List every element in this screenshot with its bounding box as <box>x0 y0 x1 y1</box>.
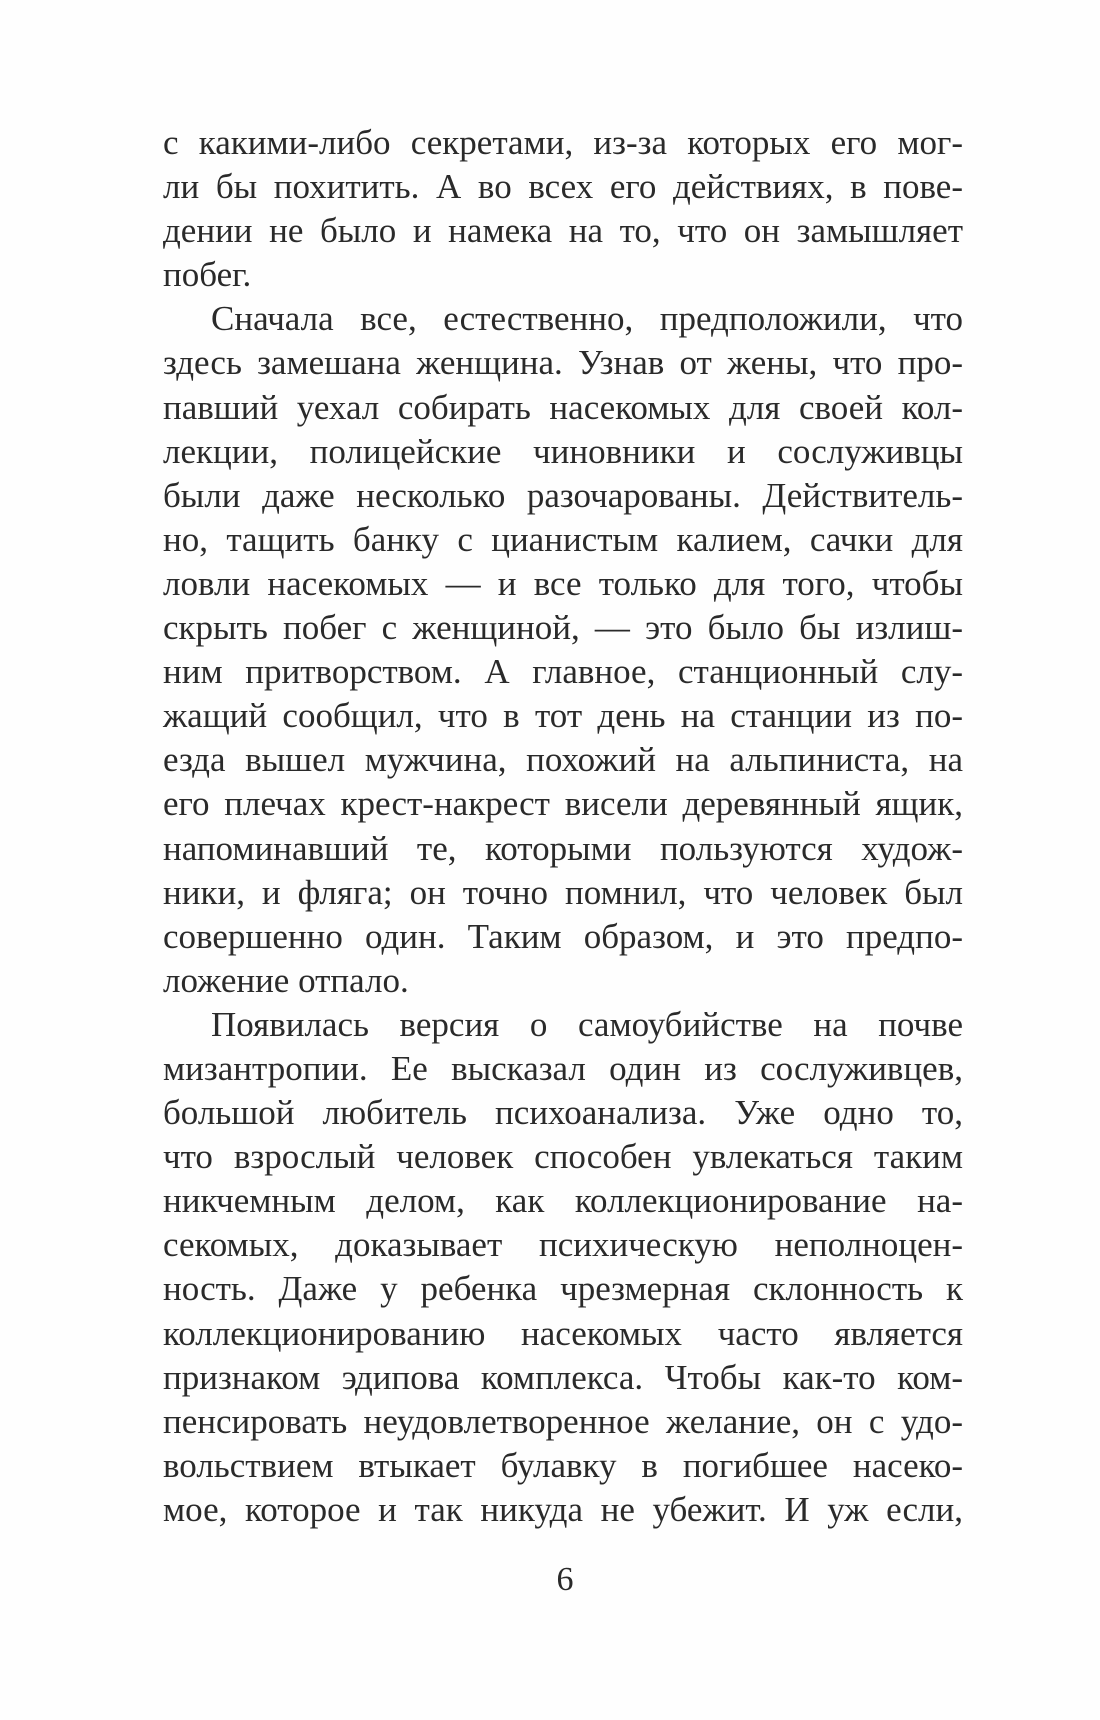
text-line: ловли насекомых — и все только для того, чтобы <box>163 563 963 603</box>
text-line: побег. <box>163 255 252 295</box>
text-line: секомых, доказывает психическую неполноцен- <box>163 1225 963 1265</box>
text-line: его плечах крест-накрест висели деревянный ящик, <box>163 784 963 824</box>
page-body-text <box>163 121 963 1532</box>
text-line: никчемным делом, как коллекционирование на- <box>163 1181 963 1221</box>
text-line: здесь замешана женщина. Узнав от жены, что про- <box>163 343 963 383</box>
text-line: лекции, полицейские чиновники и сослуживцы <box>163 431 963 471</box>
text-line: совершенно один. Таким образом, и это предпо- <box>163 916 963 956</box>
text-line: Появилась версия о самоубийстве на почве <box>211 1004 963 1044</box>
text-line: напоминавший те, которыми пользуются худож- <box>163 828 963 868</box>
text-line: дении не было и намека на то, что он замышляет <box>163 211 963 251</box>
text-line: ложение отпало. <box>163 960 409 1000</box>
text-line: скрыть побег с женщиной, — это было бы излиш- <box>163 608 963 648</box>
text-line: что взрослый человек способен увлекаться таким <box>163 1137 963 1177</box>
text-line: большой любитель психоанализа. Уже одно то, <box>163 1093 963 1133</box>
text-line: ники, и фляга; он точно помнил, что человек был <box>163 872 963 912</box>
text-line: Сначала все, естественно, предположили, что <box>211 299 963 339</box>
text-line: признаком эдипова комплекса. Чтобы как-то ком- <box>163 1357 963 1397</box>
text-line: мое, которое и так никуда не убежит. И уж если, <box>163 1489 963 1529</box>
text-line: жащий сообщил, что в тот день на станции из по- <box>163 696 963 736</box>
text-line: ность. Даже у ребенка чрезмерная склонность к <box>163 1269 963 1309</box>
text-line: но, тащить банку с цианистым калием, сачки для <box>163 519 963 559</box>
text-line: вольствием втыкает булавку в погибшее насеко- <box>163 1445 963 1485</box>
text-line: павший уехал собирать насекомых для своей кол- <box>163 387 963 427</box>
text-line: ним притворством. А главное, станционный слу- <box>163 652 963 692</box>
text-line: с какими-либо секретами, из-за которых его мог- <box>163 123 963 162</box>
text-line: коллекционированию насекомых часто является <box>163 1313 963 1353</box>
page-number: 6 <box>556 1561 574 1598</box>
text-line: мизантропии. Ее высказал один из сослуживцев, <box>163 1048 963 1088</box>
text-line: были даже несколько разочарованы. Действитель- <box>163 475 963 515</box>
text-line: пенсировать неудовлетворенное желание, он с удо- <box>163 1401 963 1441</box>
text-line: ли бы похитить. А во всех его действиях, в пове- <box>163 167 963 207</box>
text-line: езда вышел мужчина, похожий на альпиниста, на <box>163 740 963 780</box>
